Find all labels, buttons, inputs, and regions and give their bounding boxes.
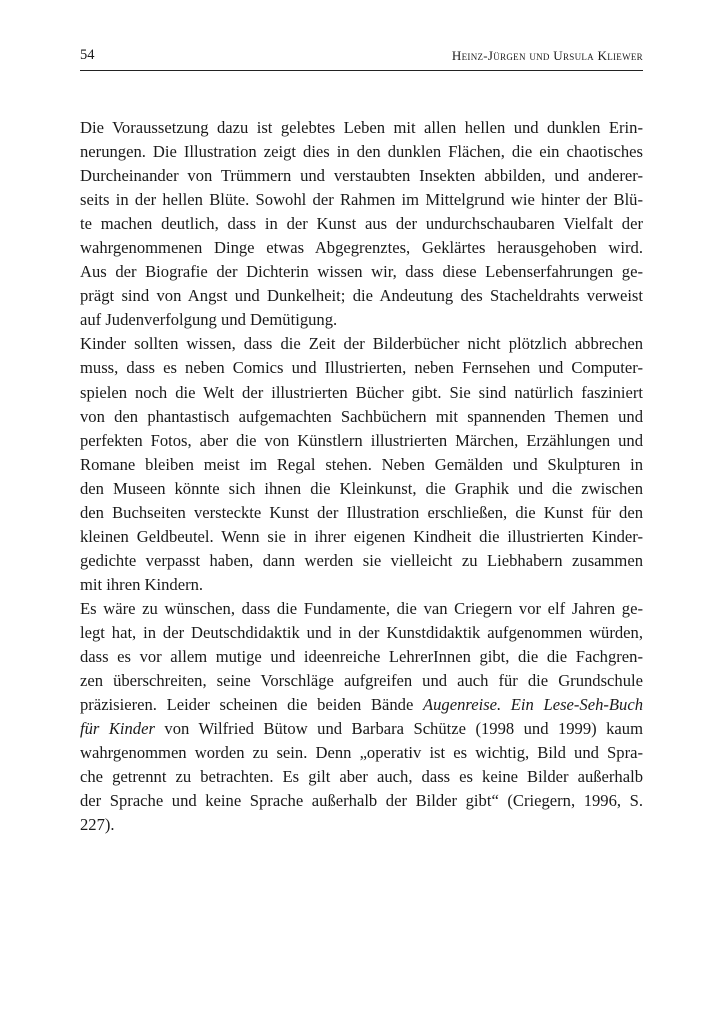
- text-line: perfekten Fotos, aber die von Künstlern illustrierten Märchen, Erzählungen und: [80, 430, 643, 450]
- text-line: legt hat, in der Deutschdidaktik und in der Kunstdidaktik aufgenommen würden,: [80, 622, 643, 642]
- text-line: den Buchseiten versteckte Kunst der Illustration erschließen, die Kunst für den: [80, 502, 643, 522]
- text-line: Aus der Biografie der Dichterin wissen wir, dass diese Lebenserfahrungen ge-: [80, 262, 643, 282]
- text-line: prägt sind von Angst und Dunkelheit; die Andeutung des Stacheldrahts verweist: [80, 286, 643, 306]
- text-line: wahrgenommen worden zu sein. Denn „operativ ist es wichtig, Bild und Spra-: [80, 743, 643, 763]
- running-title-authors: Heinz-Jürgen und Ursula Kliewer: [451, 48, 643, 63]
- text-line: den Museen könnte sich ihnen die Kleinkunst, die Graphik und die zwischen: [80, 478, 643, 498]
- book-title-italic: Augenreise. Ein Lese-Seh-Buch: [422, 695, 643, 715]
- line-text-segment: von Wilfried Bütow und Barbara Schütze (1998 und 1999) kaum: [164, 719, 644, 739]
- header-rule: [80, 70, 643, 71]
- text-line: Romane bleiben meist im Regal stehen. Neben Gemälden und Skulpturen in: [80, 454, 643, 474]
- text-line: Es wäre zu wünschen, dass die Fundamente, die van Criegern vor elf Jahren ge-: [80, 598, 643, 618]
- body-text: [80, 116, 643, 837]
- text-line: kleinen Geldbeutel. Wenn sie in ihrer eigenen Kindheit die illustrierten Kinder-: [80, 526, 643, 546]
- text-line: spielen noch die Welt der illustrierten Bücher gibt. Sie sind natürlich fasziniert: [80, 382, 643, 402]
- line-text-segment: präzisieren. Leider scheinen die beiden Bände: [80, 695, 414, 715]
- page-number: 54: [80, 47, 95, 63]
- text-line-with-title: [80, 717, 643, 741]
- text-line: zen überschreiten, seine Vorschläge aufgreifen und auch für die Grundschule: [80, 671, 643, 691]
- text-line: wahrgenommenen Dinge etwas Abgegrenztes, Geklärtes herausgehoben wird.: [80, 238, 643, 258]
- paragraph-end-line: 227).: [80, 815, 115, 835]
- running-head: [80, 44, 643, 68]
- text-line: gedichte verpasst haben, dann werden sie vielleicht zu Liebhabern zusammen: [80, 550, 643, 570]
- text-line: nerungen. Die Illustration zeigt dies in den dunklen Flächen, die ein chaotisches: [80, 142, 643, 162]
- text-line: der Sprache und keine Sprache außerhalb der Bilder gibt“ (Criegern, 1996, S.: [80, 791, 643, 811]
- text-line: che getrennt zu betrachten. Es gilt aber auch, dass es keine Bilder außerhalb: [80, 767, 643, 787]
- text-line: te machen deutlich, dass in der Kunst aus der undurchschaubaren Vielfalt der: [80, 214, 643, 234]
- text-line: muss, dass es neben Comics und Illustrierten, neben Fernsehen und Computer-: [80, 358, 643, 378]
- paragraph-end-line: mit ihren Kindern.: [80, 574, 204, 594]
- text-line: seits in der hellen Blüte. Sowohl der Rahmen im Mittelgrund wie hinter der Blü-: [80, 190, 643, 210]
- text-line: von den phantastisch aufgemachten Sachbüchern mit spannenden Themen und: [80, 406, 643, 426]
- book-title-italic: für Kinder: [80, 719, 155, 739]
- paragraph-end-line: auf Judenverfolgung und Demütigung.: [80, 310, 338, 330]
- text-line-with-title: [80, 693, 643, 717]
- text-line: Durcheinander von Trümmern und verstaubten Insekten abbilden, und anderer-: [80, 166, 643, 186]
- text-line: Kinder sollten wissen, dass die Zeit der Bilderbücher nicht plötzlich abbrechen: [80, 334, 643, 354]
- text-line: dass es vor allem mutige und ideenreiche LehrerInnen gibt, die die Fachgren-: [80, 647, 643, 667]
- text-line: Die Voraussetzung dazu ist gelebtes Leben mit allen hellen und dunklen Erin-: [80, 118, 643, 137]
